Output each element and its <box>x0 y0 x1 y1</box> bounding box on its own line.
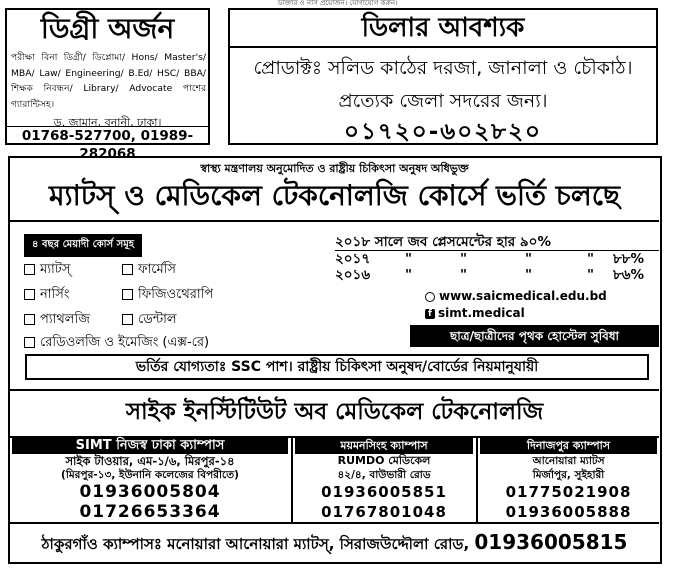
thakurgaon-campus-phone: 01936005815 <box>474 530 628 554</box>
approval-line: স্বাস্থ্য মন্ত্রণালয় অনুমোদিত ও রাষ্ট্রীয় চিকিৎসা অনুষদ অধিভুক্ত <box>200 162 469 175</box>
campus-dhaka-phone-1: 01936005804 <box>79 482 221 502</box>
top-cut-strip: ডাক্তার ও নার্স প্রয়োজন। যোগাযোগ করুন। <box>277 0 398 6</box>
facebook-line <box>425 306 525 320</box>
thakurgaon-campus-address: ঠাকুরগাঁও ক্যাম্পাসঃ মনোয়ারা আনোয়ারা ম্যাটস্, সিরাজউদ্দৌলা রোড, <box>41 535 470 553</box>
placement-row-2016: ২০১৬ " " " " ৮৬% <box>335 267 645 283</box>
campus-mymensingh-address-2: ৪২/৪, বাউভারী রোড <box>337 469 431 481</box>
campus-dhaka <box>12 438 288 522</box>
dealer-ad <box>228 8 658 145</box>
course-item: ডেন্টাল <box>122 312 177 328</box>
campus-dhaka-address-1: সাইক টাওয়ার, এম-১/৬, মিরপুর-১৪ <box>65 454 235 468</box>
facebook-link[interactable]: simt.medical <box>438 306 525 320</box>
course-item: প্যাথলজি <box>24 312 90 328</box>
campus-dhaka-heading: SIMT নিজস্ব ঢাকা ক্যাম্পাস <box>12 438 288 454</box>
campus-dhaka-address-2: (মিরপুর-১৩, ইউনানি কলেজের বিপরীতে) <box>61 469 239 481</box>
facebook-icon: f <box>425 309 435 319</box>
degree-ad-phones: 01768-527700, 01989-282068 <box>7 126 208 145</box>
campus-mymensingh-heading: ময়মনসিংহ ক্যাম্পাস <box>295 438 473 454</box>
placement-stats <box>335 234 659 283</box>
website-line <box>425 289 607 303</box>
medical-institute-ad <box>8 156 662 564</box>
divider <box>10 220 659 222</box>
degree-ad-title: ডিগ্রী অর্জন <box>40 12 175 45</box>
campus-dinajpur-phone-1: 01775021908 <box>505 483 632 501</box>
campus-mymensingh-phone-1: 01936005851 <box>321 483 447 501</box>
checkbox-icon <box>122 264 133 275</box>
campus-dinajpur-heading: দিনাজপুর ক্যাম্পাস <box>480 438 657 454</box>
hostel-banner: ছাত্র/ছাত্রীদের পৃথক হোস্টেল সুবিধা <box>410 325 659 347</box>
placement-row-2017: ২০১৭ " " " " ৮৮% <box>335 251 645 267</box>
checkbox-icon <box>24 337 35 348</box>
degree-ad <box>5 8 210 162</box>
checkbox-icon <box>122 289 133 300</box>
eligibility-box: ভর্তির যোগ্যতাঃ SSC পাশ। রাষ্ট্রীয় চিকিৎসা অনুষদ/বোর্ডের নিয়মানুযায়ী <box>25 354 649 380</box>
course-item: ম্যাটস্ <box>24 262 70 278</box>
checkbox-icon <box>24 314 35 325</box>
website-link[interactable]: www.saicmedical.edu.bd <box>439 289 607 303</box>
dealer-ad-title: ডিলার আবশ্যক <box>230 10 656 48</box>
courses-heading: ৪ বছর মেয়াদী কোর্স সমূহ <box>24 234 142 257</box>
institute-name: সাইক ইনস্টিটিউট অব মেডিকেল টেকনোলজি <box>125 399 544 425</box>
placement-row-2018: ২০১৮ সালে জব প্লেসমেন্টের হার ৯০% <box>335 234 659 251</box>
admission-headline: ম্যাটস্ ও মেডিকেল টেকনোলজি কোর্সে ভর্তি চলছে <box>49 179 620 212</box>
course-item: রেডিওলজি ও ইমেজিং (এক্স-রে) <box>24 335 209 351</box>
dealer-ad-phone: ০১৭২০-৬০২৮২০ <box>344 119 542 145</box>
column-divider <box>291 438 293 522</box>
checkbox-icon <box>24 264 35 275</box>
thakurgaon-campus-line <box>10 524 659 562</box>
course-item: ফিজিওথেরাপি <box>122 287 213 303</box>
degree-ad-address: ড. জামান, বনানী, ঢাকা। <box>53 116 162 129</box>
checkbox-icon <box>122 314 133 325</box>
course-item: নার্সিং <box>24 287 69 303</box>
campus-mymensingh <box>295 438 473 522</box>
dealer-ad-body: প্রোডাক্টঃ সলিড কাঠের দরজা, জানালা ও চৌকাঠ। প্রত্যেক জেলা সদরের জন্য। <box>253 57 633 112</box>
campus-mymensingh-phone-2: 01767801048 <box>321 503 447 521</box>
campus-dinajpur-address-2: মির্জাপুর, সুইহারী <box>532 469 605 481</box>
degree-ad-description: পরীক্ষা বিনা ডিগ্রী/ ডিপ্লোমা/ Hons/ Master's/ MBA/ Law/ Engineering/ B.Ed/ HSC/ BBA/ শিক্ষক নিবন্ধন/ Library/ Advocate পাশের গ্যারান্টিসহ। <box>11 52 206 110</box>
globe-icon <box>425 292 435 302</box>
campus-dinajpur <box>480 438 657 522</box>
campus-dinajpur-phone-2: 01936005888 <box>505 503 632 521</box>
checkbox-icon <box>24 289 35 300</box>
campus-dhaka-phone-2: 01726653364 <box>79 502 221 522</box>
column-divider <box>476 438 478 522</box>
course-item: ফার্মেসি <box>122 262 176 278</box>
campus-mymensingh-address-1: RUMDO মেডিকেল <box>337 454 431 467</box>
divider <box>10 389 659 391</box>
campus-dinajpur-address-1: আনোয়ারা ম্যাটস <box>532 455 605 467</box>
